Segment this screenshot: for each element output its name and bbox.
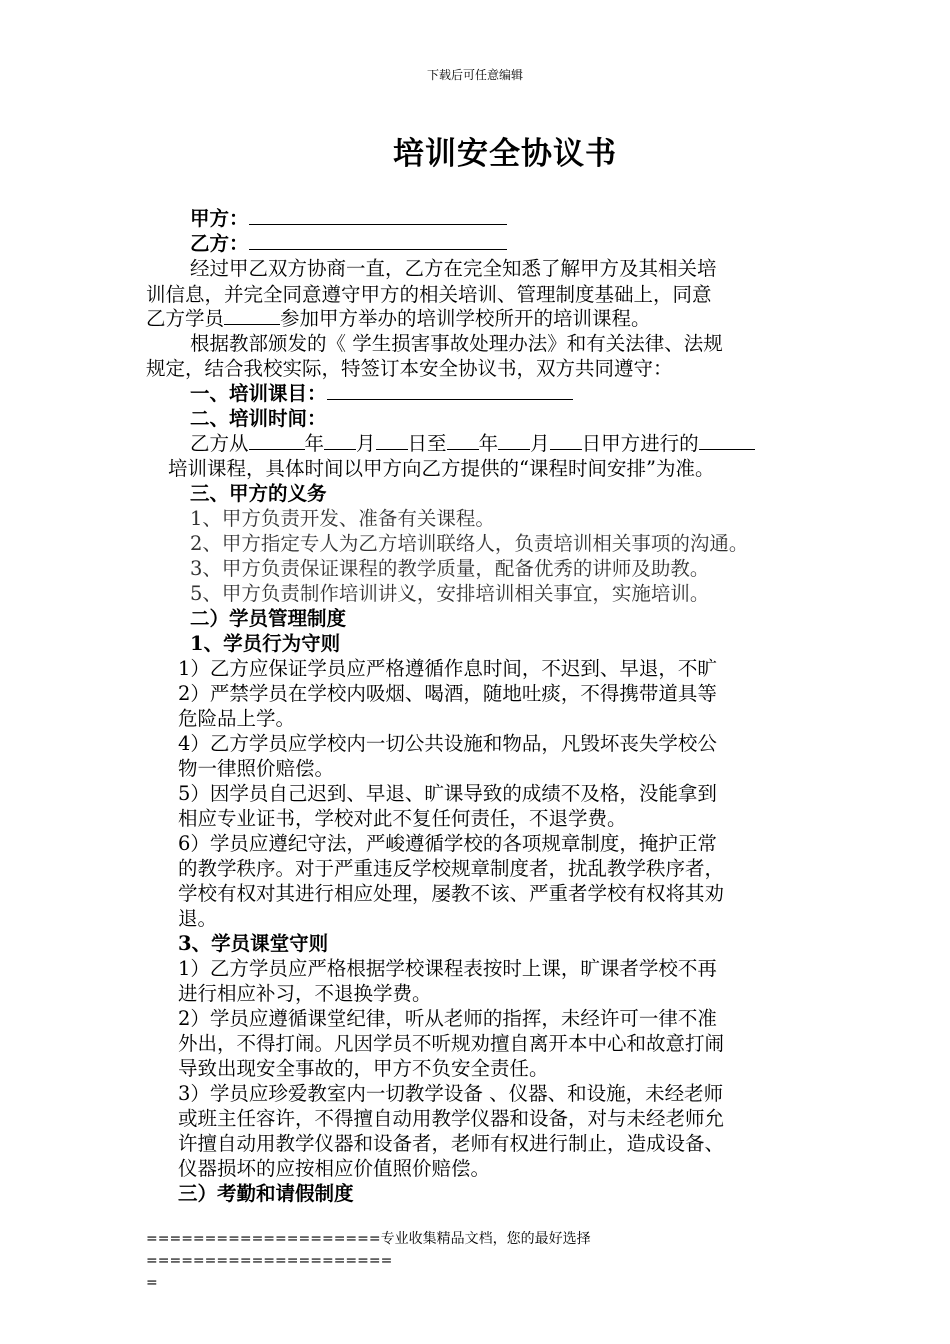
class-rule-line: 1）乙方学员应严格根据学校课程表按时上课，旷课者学校不再	[178, 957, 717, 980]
end-day-blank	[550, 430, 582, 450]
training-time-line	[190, 428, 755, 456]
rule-line: 相应专业证书，学校对此不复任何责任，不退学费。	[178, 807, 627, 830]
time-month-text-2: 月	[530, 432, 550, 455]
end-year-blank	[447, 430, 479, 450]
class-rule-line: 进行相应补习，不退换学费。	[178, 982, 432, 1005]
party-a-label: 甲方：	[190, 207, 249, 230]
document-title: 培训安全协议书	[393, 136, 617, 172]
start-year-blank	[249, 430, 305, 450]
paragraph-2-line-1: 根据教部颁发的《 学生损害事故处理办法》和有关法律、法规	[190, 332, 723, 355]
section-time-label: 二、培训时间：	[190, 407, 327, 430]
rule-line: 物一律照价赔偿。	[178, 757, 335, 780]
time-day-to-text: 日至	[407, 432, 447, 455]
student-management-heading: 二）学员管理制度	[190, 607, 347, 630]
class-rule-line: 2）学员应遵循课堂纪律，听从老师的指挥，未经许可一律不准	[178, 1007, 717, 1030]
time-from-text: 乙方从	[190, 432, 249, 455]
rule-line: 1）乙方应保证学员应严格遵循作息时间，不迟到、早退，不旷	[178, 657, 717, 680]
rule-line: 危险品上学。	[178, 707, 296, 730]
time-end-text: 日甲方进行的	[581, 432, 699, 455]
time-year-text: 年	[304, 432, 325, 455]
end-month-blank	[498, 430, 530, 450]
rule-line: 退。	[178, 907, 218, 930]
rule-line: 4）乙方学员应学校内一切公共设施和物品，凡毁坏丧失学校公	[178, 732, 717, 755]
party-a-line	[190, 203, 507, 231]
paragraph-2-line-2: 规定，结合我校实际，特签订本安全协议书，双方共同遵守：	[146, 357, 673, 380]
party-b-line	[190, 228, 507, 256]
conduct-rules-heading: 1、学员行为守则	[190, 632, 341, 655]
course-name-blank	[699, 430, 755, 450]
training-time-line-2: 培训课程，具体时间以甲方向乙方提供的“课程时间安排”为准。	[168, 457, 715, 480]
rule-line: 5）因学员自己迟到、早退、旷课导致的成绩不及格，没能拿到	[178, 782, 717, 805]
paragraph-1-line-3-b: 参加甲方举办的培训学校所开的培训课程。	[280, 307, 651, 330]
time-month-text: 月	[356, 432, 376, 455]
attendance-heading: 三）考勤和请假制度	[178, 1182, 354, 1205]
duty-item: 2、甲方指定专人为乙方培训联络人，负责培训相关事项的沟通。	[190, 532, 749, 555]
rule-line: 2）严禁学员在学校内吸烟、喝酒，随地吐痰，不得携带道具等	[178, 682, 717, 705]
time-year-text-2: 年	[478, 432, 499, 455]
paragraph-1-line-2: 训信息，并完全同意遵守甲方的相关培训、管理制度基础上，同意	[146, 283, 712, 306]
classroom-rules-heading: 3、学员课堂守则	[178, 932, 329, 955]
party-b-blank	[249, 230, 507, 250]
section-party-a-duties-heading: 三、甲方的义务	[190, 482, 327, 505]
section-course-label: 一、培训课目：	[190, 382, 327, 405]
rule-line: 6）学员应遵纪守法，严峻遵循学校的各项规章制度，掩护正常	[178, 832, 717, 855]
paragraph-1-line-3	[146, 303, 651, 331]
rule-line: 的教学秩序。对于严重违反学校规章制度者，扰乱教学秩序者，	[178, 857, 725, 880]
footer	[146, 1228, 826, 1294]
class-rule-line: 导致出现安全事故的，甲方不负安全责任。	[178, 1057, 549, 1080]
class-rule-line: 仪器损坏的应按相应价值照价赔偿。	[178, 1157, 491, 1180]
course-blank	[327, 380, 573, 400]
party-a-blank	[249, 205, 507, 225]
duty-item: 5、甲方负责制作培训讲义，安排培训相关事宜，实施培训。	[190, 582, 710, 605]
header-note: 下载后可任意编辑	[426, 68, 523, 82]
paragraph-1-line-1: 经过甲乙双方协商一直，乙方在完全知悉了解甲方及其相关培	[190, 257, 717, 280]
start-day-blank	[376, 430, 408, 450]
duty-item: 1、甲方负责开发、准备有关课程。	[190, 507, 495, 530]
duty-item: 3、甲方负责保证课程的教学质量，配备优秀的讲师及助教。	[190, 557, 710, 580]
party-b-label: 乙方：	[190, 232, 249, 255]
footer-tail: =	[146, 1275, 158, 1291]
rule-line: 学校有权对其进行相应处理，屡教不该、严重者学校有权将其劝	[178, 882, 725, 905]
paragraph-1-line-3-a: 乙方学员	[146, 307, 225, 330]
section-course-line	[190, 378, 573, 406]
start-month-blank	[324, 430, 356, 450]
class-rule-line: 3）学员应珍爱教室内一切教学设备 、仪器、和设施，未经老师	[178, 1082, 724, 1105]
class-rule-line: 或班主任容许，不得擅自动用教学仪器和设备，对与未经老师允	[178, 1107, 725, 1130]
footer-text: ====================专业收集精品文档，您的最好选择=====================	[146, 1231, 591, 1269]
class-rule-line: 许擅自动用教学仪器和设备者，老师有权进行制止，造成设备、	[178, 1132, 725, 1155]
student-name-blank	[224, 305, 280, 325]
class-rule-line: 外出，不得打闹。凡因学员不听规劝擅自离开本中心和故意打闹	[178, 1032, 725, 1055]
